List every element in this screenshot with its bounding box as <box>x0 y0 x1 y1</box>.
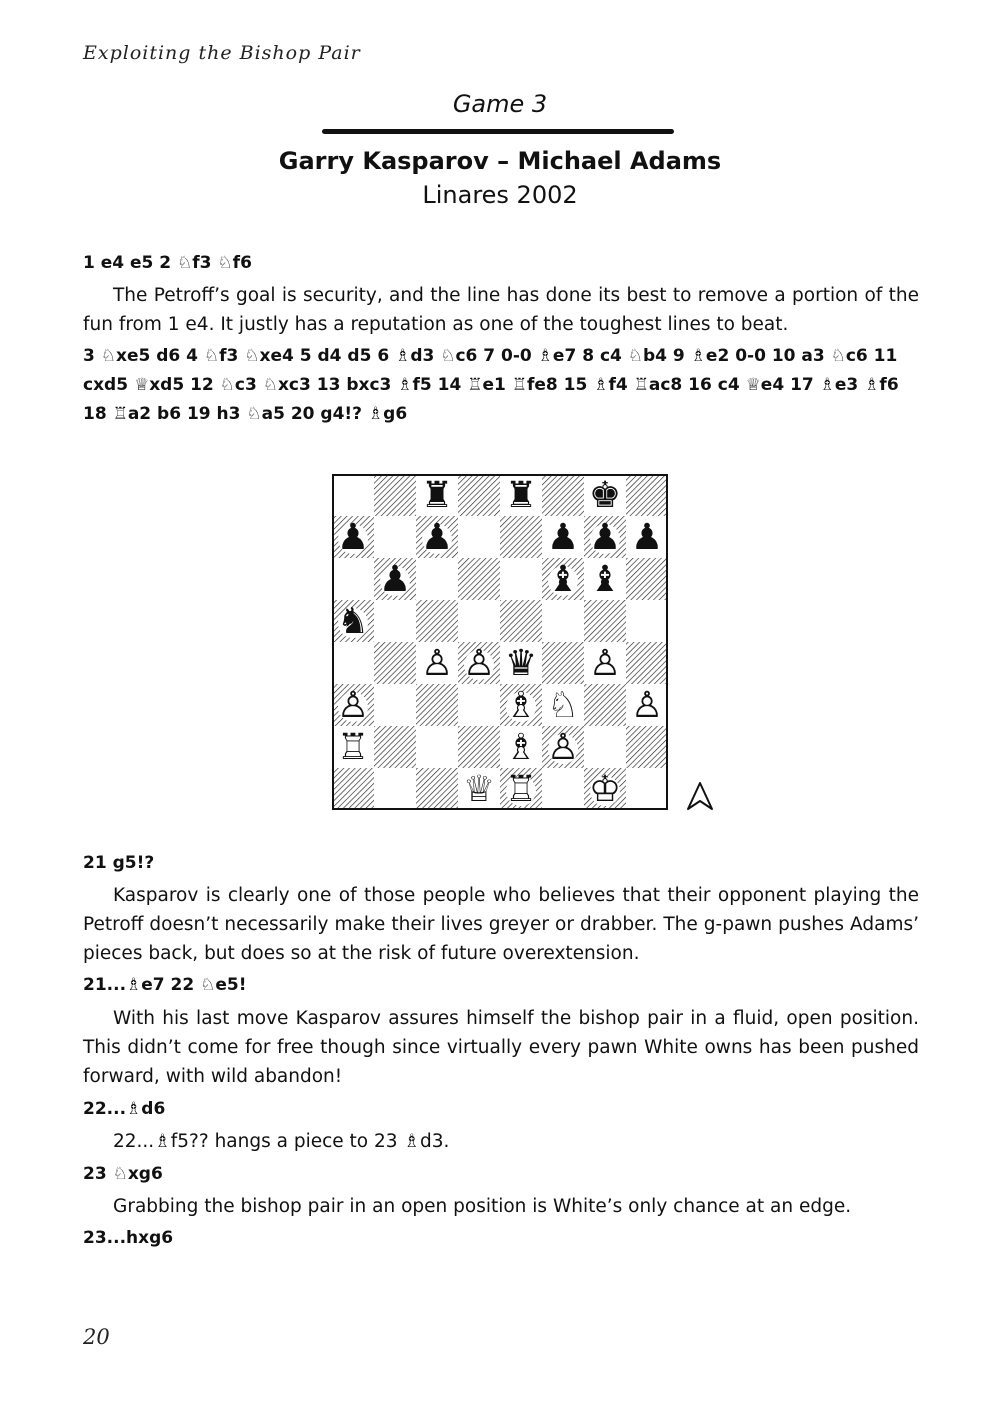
chess-piece-g8: ♚ <box>588 475 622 516</box>
running-head: Exploiting the Bishop Pair <box>83 42 361 64</box>
board-square <box>584 684 626 726</box>
chess-piece-e8: ♜ <box>504 475 538 516</box>
chess-piece-e2: ♗ <box>504 727 538 768</box>
chess-piece-a3: ♙ <box>336 685 370 726</box>
page-number: 20 <box>83 1325 110 1349</box>
board-square <box>500 600 542 642</box>
move-line-2: 3 ♘xe5 d6 4 ♘f3 ♘xe4 5 d4 d5 6 ♗d3 ♘c6 7 0-0 ♗e7 8 c4 ♘b4 9 ♗e2 0-0 10 a3 ♘c6 11 cxd5 ♕xd5 12 ♘c3 ♘xc3 13 bxc3 ♗f5 14 ♖e1 ♖fe8 15 ♗f4 ♖ac8 16 c4 ♕e4 17 ♗e3 ♗f6 18 ♖a2 b6 19 h3 ♘a5 20 g4!? ♗g6 <box>83 346 899 424</box>
board-square <box>374 642 416 684</box>
chess-piece-c8: ♜ <box>420 475 454 516</box>
board-square <box>416 558 458 600</box>
board-square <box>458 600 500 642</box>
move-line-4: 21...♗e7 22 ♘e5! <box>83 975 247 995</box>
chess-piece-d4: ♙ <box>462 643 496 684</box>
board-square <box>584 600 626 642</box>
move-line-7: 23...hxg6 <box>83 1228 174 1248</box>
chess-piece-a5: ♞ <box>336 601 370 642</box>
move-line-1: 1 e4 e5 2 ♘f3 ♘f6 <box>83 253 252 273</box>
board-square <box>416 600 458 642</box>
chess-piece-a2: ♖ <box>336 727 370 768</box>
board-square <box>332 474 374 516</box>
board-square <box>374 726 416 768</box>
board-square <box>374 684 416 726</box>
chess-piece-h3: ♙ <box>630 685 664 726</box>
board-square <box>416 684 458 726</box>
chess-piece-e3: ♗ <box>504 685 538 726</box>
players-heading: Garry Kasparov – Michael Adams <box>278 147 722 175</box>
chess-piece-c4: ♙ <box>420 643 454 684</box>
commentary-paragraph-3: With his last move Kasparov assures himself the bishop pair in a fluid, open position. This didn’t come for free though since virtually every pawn White owns has been pushed forward, with wild abandon! <box>83 1008 919 1087</box>
commentary-paragraph-1: The Petroff’s goal is security, and the line has done its best to remove a portion of the fun from 1 e4. It justly has a reputation as one of the toughest lines to beat. <box>83 285 919 335</box>
move-line-5: 22...♗d6 <box>83 1099 166 1119</box>
commentary-paragraph-4: 22...♗f5?? hangs a piece to 23 ♗d3. <box>113 1131 450 1152</box>
chess-piece-b6: ♟ <box>378 559 412 600</box>
board-square <box>458 516 500 558</box>
chess-diagram <box>332 474 668 810</box>
chess-piece-g4: ♙ <box>588 643 622 684</box>
board-square <box>584 726 626 768</box>
board-square <box>416 726 458 768</box>
chess-board <box>332 474 668 810</box>
board-square <box>332 768 374 810</box>
chess-piece-f2: ♙ <box>546 727 580 768</box>
board-square <box>500 516 542 558</box>
chess-piece-h7: ♟ <box>630 517 664 558</box>
board-square <box>542 474 584 516</box>
board-square <box>416 768 458 810</box>
board-square <box>458 558 500 600</box>
board-square <box>542 768 584 810</box>
chess-piece-g6: ♝ <box>588 559 622 600</box>
board-square <box>542 600 584 642</box>
board-square <box>374 516 416 558</box>
chess-piece-d1: ♕ <box>462 769 496 810</box>
board-square <box>626 474 668 516</box>
board-square <box>458 474 500 516</box>
chess-piece-e4: ♛ <box>504 643 538 684</box>
board-square <box>626 726 668 768</box>
game-label: Game 3 <box>452 90 548 118</box>
board-square <box>626 600 668 642</box>
board-square <box>626 768 668 810</box>
board-square <box>542 642 584 684</box>
commentary-paragraph-2: Kasparov is clearly one of those people who believes that their opponent playing the Petroff doesn’t necessarily make their lives greyer or drabber. The g-pawn pushes Adams’ pieces back, but does so at the risk of future overextension. <box>83 885 919 964</box>
triangle-up-icon <box>686 781 714 811</box>
board-square <box>626 642 668 684</box>
event-heading: Linares 2002 <box>422 181 578 209</box>
chess-piece-f7: ♟ <box>546 517 580 558</box>
board-square <box>332 558 374 600</box>
board-square <box>500 558 542 600</box>
board-square <box>374 768 416 810</box>
chess-piece-c7: ♟ <box>420 517 454 558</box>
move-line-3: 21 g5!? <box>83 853 155 873</box>
chess-piece-f6: ♝ <box>546 559 580 600</box>
move-line-6: 23 ♘xg6 <box>83 1164 163 1184</box>
board-square <box>458 726 500 768</box>
board-square <box>374 474 416 516</box>
chess-piece-a7: ♟ <box>336 517 370 558</box>
chess-piece-g1: ♔ <box>588 769 622 810</box>
chess-piece-e1: ♖ <box>504 769 538 810</box>
board-square <box>374 600 416 642</box>
chess-piece-g7: ♟ <box>588 517 622 558</box>
board-square <box>626 558 668 600</box>
title-rule <box>322 129 674 134</box>
board-square <box>458 684 500 726</box>
commentary-paragraph-5: Grabbing the bishop pair in an open position is White’s only chance at an edge. <box>113 1196 852 1217</box>
chess-piece-f3: ♘ <box>546 685 580 726</box>
board-square <box>332 642 374 684</box>
